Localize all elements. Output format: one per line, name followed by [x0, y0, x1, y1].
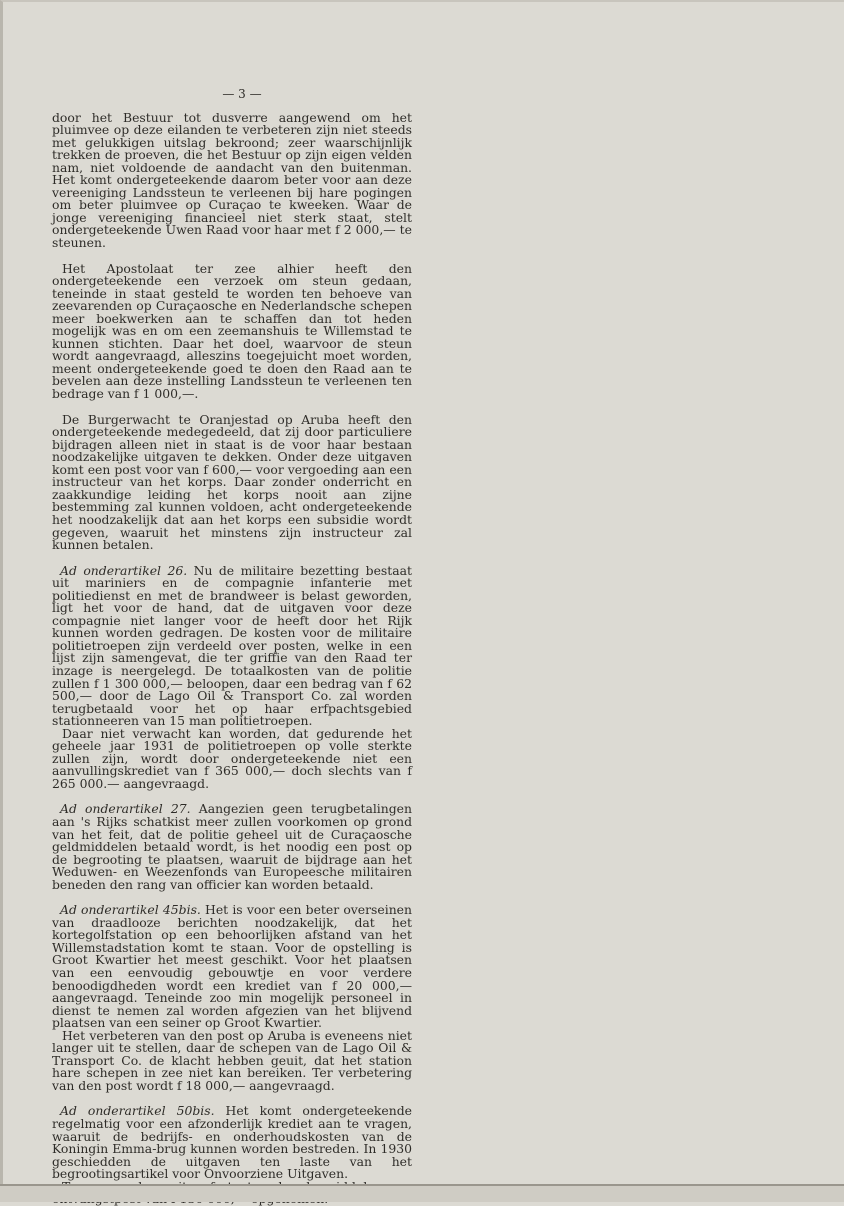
paragraph-artikel-50bis [52, 1105, 412, 1180]
article-heading-50bis: Ad onderartikel 50bis. [60, 1103, 215, 1119]
article-heading-26: Ad onderartikel 26. [60, 562, 188, 578]
article-heading-27: Ad onderartikel 27. [60, 801, 191, 817]
paragraph-artikel-27 [52, 803, 412, 891]
article-26-text: Nu de militaire bezetting bestaat uit mariniers en de compagnie infanterie met politiedienst en met de brandweer is belast geworden, ligt het voor de hand, dat de uitgaven voor deze compagnie niet langer voor de heeft door het Rijk kunnen worden gedragen. De kosten voor de militaire politietroepen zijn verdeeld over posten, welke in een lijst zijn samengevat, die ter griffie van den Raad ter inzage is neergelegd. De totaalkosten van de politie zullen f 1 300 000,— beloopen, daar een bedrag van f 62 500,— door de Lago Oil & Transport Co. zal worden terugbetaald voor het op haar erfpachtsgebied stationneeren van 15 man politietroepen. [52, 562, 412, 729]
paragraph-artikel-45bis-continued: Het verbeteren van den post op Aruba is eveneens niet langer uit te stellen, daar de schepen van de Lago Oil & Transport Co. de klacht hebben geuit, dat het station hare schepen in zee niet kan bereiken. Ter verbetering van den post wordt f 18 000,— aangevraagd. [52, 1027, 412, 1093]
paragraph-artikel-26-continued: Daar niet verwacht kan worden, dat gedurende het geheele jaar 1931 de politietroepen op volle sterkte zullen zijn, wordt door ondergeteekende niet een aanvullingskrediet van f 365 000,— doch slechts van f 265 000.— aangevraagd. [52, 725, 412, 791]
paragraph-artikel-45bis [52, 904, 412, 1029]
article-heading-45bis: Ad onderartikel 45bis. [60, 902, 201, 918]
article-45bis-text: Het is voor een beter overseinen van draadlooze berichten noodzakelijk, dat het kortegolfstation op een behoorlijken afstand van het Willemstadstation komt te staan. Voor de opstelling is Groot Kwartier het meest geschikt. Voor het plaatsen van een eenvoudig gebouwtje en voor verdere benoodigdheden wordt een krediet van f 20 000,— aangevraagd. Teneinde zoo min mogelijk personeel in dienst te nemen zal worden afgezien van het blijvend plaatsen van een seiner op Groot Kwartier. [52, 902, 412, 1031]
article-50bis-text: Het komt ondergeteekende regelmatig voor een afzonderlijk krediet aan te vragen, waaruit de bedrijfs- en onderhoudskosten van de Koningin Emma-brug kunnen worden bestreden. In 1930 geschiedden de uitgaven ten laste van het begrootingsartikel voor Onvoorziene Uitgaven. [52, 1103, 412, 1182]
paragraph-artikel-26 [52, 562, 412, 729]
paragraph-pluimvee: door het Bestuur tot dusverre aangewend om het pluimvee op deze eilanden te verbeteren zijn niet steeds met gelukkigen uitslag bekroond; zeer waarschijnlijk trekken de proeven, die het Bestuur op zijn eigen velden nam, niet voldoende de aandacht van den buitenman. Het komt ondergeteekende daarom beter voor aan deze vereeniging Landssteun te verleenen bij hare pogingen om beter pluimvee op Curaçao te kweeken. Waar de jonge vereeniging financieel niet sterk staat, stelt ondergeteekende Uwen Raad voor haar met f 2 000,— te steunen. [52, 109, 412, 251]
scan-bottom-edge [0, 1184, 844, 1202]
page-number: — 3 — [222, 87, 262, 101]
paragraph-apostolaat: Het Apostolaat ter zee alhier heeft den ondergeteekende een verzoek om steun gedaan, teneinde in staat gesteld te worden ten behoeve van zeevarenden op Curaçaosche en Nederlandsche schepen meer boekwerken aan te schaffen dan tot heden mogelijk was en om een zeemanshuis te Willemstad te kunnen stichten. Daar het doel, waarvoor de steun wordt aangevraagd, alleszins toegejuicht moet worden, meent ondergeteekende goed te doen den Raad aan te bevelen aan deze instelling Landssteun te verleenen ten bedrage van f 1 000,—. [52, 260, 412, 402]
article-27-text: Aangezien geen terugbetalingen aan 's Rijks schatkist meer zullen voorkomen op grond van het feit, dat de politie geheel uit de Curaçaosche geldmiddelen betaald wordt, is het noodig een post op de begrooting te plaatsen, waaruit de bijdrage aan het Weduwen- en Weezenfonds van Europeesche militairen beneden den rang van officier kan worden betaald. [52, 801, 412, 892]
document-page [52, 88, 412, 1206]
paragraph-burgerwacht: De Burgerwacht te Oranjestad op Aruba heeft den ondergeteekende medegedeeld, dat zij door particuliere bijdragen alleen niet in staat is de voor haar bestaan noodzakelijke uitgaven te dekken. Onder deze uitgaven komt een post voor van f 600,— voor vergoeding aan een instructeur van het korps. Daar zonder onderricht en zaakkundige leiding het korps nooit aan zijne bestemming zal kunnen voldoen, acht ondergeteekende het noodzakelijk dat aan het korps een subsidie wordt gegeven, waaruit het minstens zijn instructeur zal kunnen betalen. [52, 411, 412, 553]
